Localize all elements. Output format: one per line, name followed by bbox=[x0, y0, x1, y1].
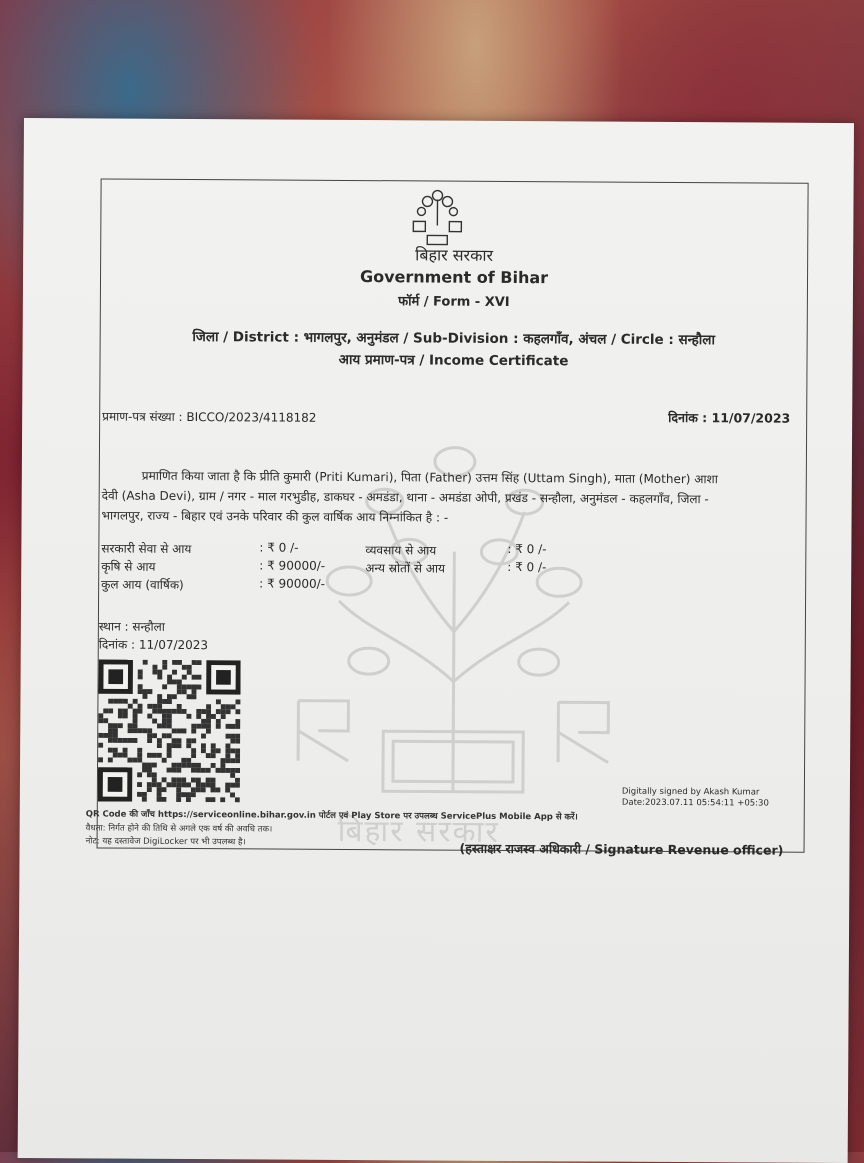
digital-sign-line-2: Date:2023.07.11 05:54:11 +05:30 bbox=[621, 797, 769, 809]
qr-code bbox=[98, 659, 241, 802]
signature-label: (हस्ताक्षर राजस्व अधिकारी / Signature Revenue officer) bbox=[459, 840, 784, 858]
business-label: व्यवसाय से आय bbox=[365, 543, 437, 558]
total-income-value: : ₹ 90000/- bbox=[259, 576, 326, 591]
total-income-label: कुल आय (वार्षिक) bbox=[101, 577, 184, 592]
footer-digilocker-note: नोट: यह दस्तावेज DigiLocker पर भी उपलब्ध है। bbox=[85, 836, 246, 848]
issue-date: दिनांक : 11/07/2023 bbox=[668, 409, 791, 426]
watermark-text: बिहार सरकार bbox=[337, 813, 500, 850]
certificate-number: प्रमाण-पत्र संख्या : BICCO/2023/4118182 bbox=[102, 409, 317, 425]
bihar-emblem-icon bbox=[409, 185, 465, 247]
agriculture-label: कृषि से आय bbox=[101, 559, 156, 574]
agriculture-value: : ₹ 90000/- bbox=[259, 558, 326, 573]
other-source-label: अन्य स्रोतों से आय bbox=[365, 561, 446, 576]
form-number: फॉर्म / Form - XVI bbox=[398, 294, 510, 310]
certificate-frame bbox=[85, 178, 809, 858]
certificate-type: आय प्रमाण-पत्र / Income Certificate bbox=[338, 351, 569, 370]
govt-service-label: सरकारी सेवा से आय bbox=[101, 541, 192, 557]
business-value: : ₹ 0 /- bbox=[507, 541, 547, 557]
header-hindi-title: बिहार सरकार bbox=[415, 245, 494, 265]
footer-validity: वैधता: निर्गत होने की तिथि से अगले एक वर्ष की अवधि तक। bbox=[85, 823, 273, 835]
header-english-title: Government of Bihar bbox=[359, 267, 549, 288]
place-date: दिनांक : 11/07/2023 bbox=[98, 637, 209, 653]
place: स्थान : सन्हौला bbox=[98, 619, 165, 634]
other-source-value: : ₹ 0 /- bbox=[507, 559, 547, 575]
certificate-paper bbox=[18, 118, 854, 1163]
bodhi-tree-watermark-icon bbox=[288, 431, 620, 803]
digital-sign-line-1: Digitally signed by Akash Kumar bbox=[621, 786, 760, 798]
footer-qr-check: QR Code की जाँच https://serviceonline.bihar.gov.in पोर्टल एवं Play Store पर उपलब्ध ServicePlus Mobile App से करें। bbox=[85, 809, 578, 823]
body-line-1: प्रमाणित किया जाता है कि प्रीति कुमारी (Priti Kumari), पिता (Father) उत्तम सिंह (Uttam Singh), माता (Mother) आशा bbox=[141, 468, 718, 487]
body-line-3: भागलपुर, राज्य - बिहार एवं उनके परिवार की कुल वार्षिक आय निम्नांकित है : - bbox=[101, 508, 449, 525]
govt-service-value: : ₹ 0 /- bbox=[259, 540, 299, 555]
body-line-2: देवी (Asha Devi), ग्राम / नगर - माल गरभुडीह, डाकघर - अमडंडा, थाना - अमडंडा ओपी, प्रखंड - सन्हौला, अनुमंडल - कहलगाँव, जिला - bbox=[101, 488, 709, 507]
location-line: जिला / District : भागलपुर, अनुमंडल / Sub-Division : कहलगाँव, अंचल / Circle : सन्हौला bbox=[192, 329, 716, 349]
